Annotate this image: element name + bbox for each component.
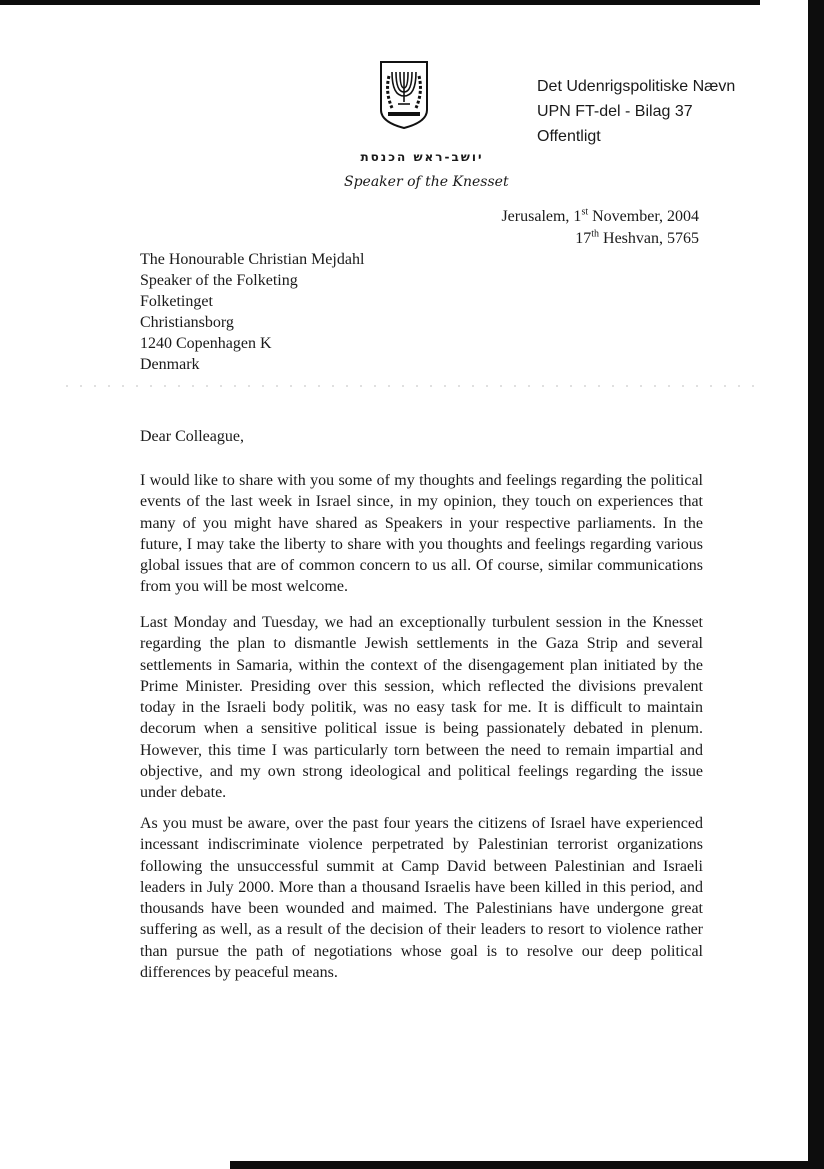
speaker-letterhead-title: Speaker of the Knesset — [344, 174, 509, 190]
address-line: 1240 Copenhagen K — [140, 335, 272, 352]
reference-line-public: Offentligt — [537, 128, 601, 145]
body-paragraph: Last Monday and Tuesday, we had an exceptionally turbulent session in the Knesset regarding the plan to dismantle Jewish settlements in the Gaza Strip and several settlements in Samaria, within the context of the disengagement plan initiated by the Prime Minister. Presiding over this session, which reflected the divisions prevalent today in the Israeli body politik, was no easy task for me. It is difficult to maintain decorum when a sensitive political issue is being passionately debated in plenum. However, this time I was particularly torn between the need to remain impartial and objective, and my own strong ideological and political feelings regarding the issue under debate. — [140, 614, 703, 802]
gregorian-date: Jerusalem, 1st November, 2004 — [501, 206, 699, 225]
scan-border-bottom — [230, 1161, 824, 1169]
hebrew-letterhead-title: יושב-ראש הכנסת — [360, 150, 484, 164]
body-paragraph: As you must be aware, over the past four years the citizens of Israel have experienced incessant indiscriminate violence perpetrated by Palestinian terrorist organizations following the unsuccessful summit at Camp David between Palestinian and Israeli leaders in July 2000. More than a thousand Israelis have been killed in this period, and thousands have been wounded and maimed. The Palestinians have undergone great suffering as well, as a result of the decision of their leaders to resort to violence rather than pursue the path of negotiations whose goal is to resolve our deep political differences by peaceful means. — [140, 815, 703, 982]
hebrew-date: 17th Heshvan, 5765 — [575, 228, 699, 247]
scan-border-top — [0, 0, 760, 5]
address-line: Denmark — [140, 356, 200, 373]
scan-dotted-artifact — [60, 384, 760, 388]
recipient-address — [140, 249, 364, 375]
scan-border-right — [808, 0, 824, 1169]
menorah-emblem-icon — [376, 58, 432, 130]
reference-line-bilag: UPN FT-del - Bilag 37 — [537, 103, 693, 120]
salutation: Dear Colleague, — [140, 428, 244, 445]
address-line: The Honourable Christian Mejdahl — [140, 251, 365, 268]
reference-line-committee: Det Udenrigspolitiske Nævn — [537, 78, 736, 95]
document-reference-stamp — [537, 74, 735, 149]
address-line: Folketinget — [140, 293, 213, 310]
body-paragraph: I would like to share with you some of my thoughts and feelings regarding the political events of the last week in Israel since, in my opinion, they touch on experiences that many of you might have shared as Speakers in your respective parliaments. In the future, I may take the liberty to share with you thoughts and feelings regarding various global issues that are of common concern to us all. Of course, similar communications from you will be most welcome. — [140, 472, 703, 596]
address-line: Christiansborg — [140, 314, 234, 331]
address-line: Speaker of the Folketing — [140, 272, 298, 289]
letter-date — [501, 206, 699, 250]
